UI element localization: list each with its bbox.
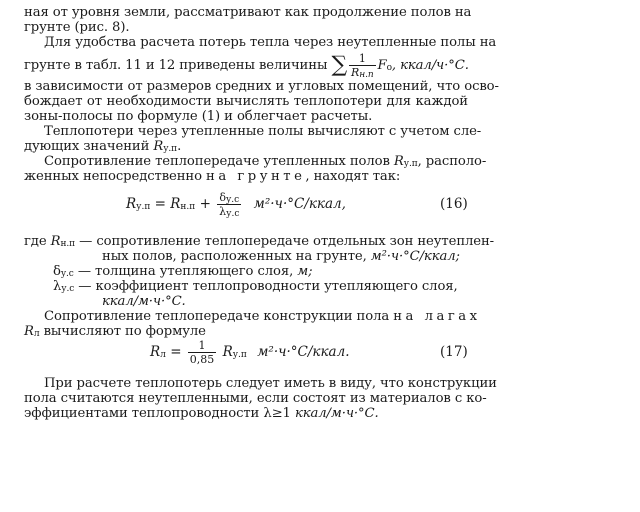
- text-line-lag-1: [44, 309, 481, 325]
- eq17-r: R: [222, 344, 233, 360]
- eq16-numerator: [217, 191, 241, 204]
- equation-17-number: (17): [440, 344, 468, 360]
- rl-sub: л: [33, 329, 40, 339]
- definition-lambda-unit: ккал/м·ч·°С.: [102, 294, 186, 309]
- eq16-equals: =: [154, 196, 166, 212]
- where-word: где: [24, 234, 47, 249]
- eq17-r-sub: у.п: [232, 350, 247, 360]
- line10-text: Сопротивление теплопередаче утепленных полов: [44, 154, 390, 169]
- line11-end: , находят так:: [305, 169, 401, 184]
- text-line-last-2: пола считаются неутепленными, если состоят из материалов с ко-: [24, 391, 487, 406]
- eq17-equals: =: [170, 344, 182, 360]
- lambda-symbol: λ: [219, 205, 227, 218]
- text-line-2: грунте (рис. 8).: [24, 20, 130, 35]
- definition-rnp-cont: [102, 249, 460, 265]
- eq16-fraction: [217, 191, 241, 218]
- text-line-8: Теплопотери через утепленные полы вычисляют с учетом сле-: [44, 124, 482, 139]
- lag-text: Сопротивление теплопередаче конструкции пола: [44, 309, 390, 324]
- fraction-numerator: 1: [358, 52, 366, 65]
- rnp-symbol: R: [50, 234, 61, 249]
- delta-symbol: δ: [219, 191, 226, 204]
- rl-symbol: R: [24, 324, 34, 339]
- r-up-subscript: у.п: [403, 159, 418, 169]
- delta-description: — толщина утепляющего слоя,: [77, 264, 294, 279]
- text-line-last-1: При расчете теплопотерь следует иметь в виду, что конструкции: [44, 376, 497, 391]
- text-line-9: [24, 139, 181, 155]
- eq16-r1: R: [170, 196, 181, 212]
- eq16-r1-sub: н.п: [180, 202, 196, 212]
- text-line-11: [24, 169, 400, 185]
- delta-symbol: δ: [53, 264, 61, 279]
- r-up-symbol: R: [153, 139, 164, 154]
- text-line-4: [24, 52, 469, 78]
- lambda-symbol: λ: [53, 279, 62, 294]
- text-line-6: бождает от необходимости вычислять теплопотери для каждой: [24, 94, 468, 109]
- line11-text: женных непосредственно: [24, 169, 202, 184]
- r-up-subscript: у.п: [163, 144, 178, 154]
- lambda-sub: у.с: [61, 284, 75, 294]
- r-up-symbol: R: [393, 154, 404, 169]
- eq16-denominator: [217, 204, 241, 218]
- eq17-numerator: 1: [198, 339, 206, 352]
- lambda-description: — коэффициент теплопроводности утепляющего слоя,: [78, 279, 458, 294]
- text-line-3: Для удобства расчета потерь тепла через неутепленные полы на: [44, 35, 497, 50]
- sum-sign: ∑: [331, 52, 348, 78]
- delta-unit: м;: [297, 264, 313, 279]
- rnp-description-cont: ных полов, расположенных на грунте,: [102, 249, 367, 264]
- eq16-plus: +: [199, 196, 211, 212]
- rnp-description: — сопротивление теплопередаче отдельных зон неутеплен-: [79, 234, 495, 249]
- spaced-emphasis: на лагах: [393, 309, 481, 324]
- eq16-unit: м²·ч·°С/ккал,: [253, 196, 346, 212]
- f-symbol: F: [377, 58, 387, 73]
- fraction-1-over-rnp: [349, 52, 375, 79]
- last-text: эффициентами теплопроводности λ≥1: [24, 406, 291, 421]
- definition-lambda: [53, 279, 458, 295]
- text-line-5: в зависимости от размеров средних и угловых помещений, что осво-: [24, 79, 499, 94]
- delta-sub: у.с: [60, 269, 74, 279]
- definition-rnp: [24, 234, 494, 250]
- text-line-1: ная от уровня земли, рассматривают как продолжение полов на: [24, 5, 472, 20]
- equation-17: [150, 338, 350, 366]
- eq17-lhs: R: [150, 344, 161, 360]
- text-line-7: зоны-полосы по формуле (1) и облегчает расчеты.: [24, 109, 373, 124]
- text-line-last-3: [24, 406, 379, 422]
- spaced-emphasis: на грунте: [206, 169, 306, 184]
- line9-text: дующих значений: [24, 139, 150, 154]
- last-unit: ккал/м·ч·°С.: [294, 406, 379, 421]
- lambda-sub: у.с: [226, 209, 240, 219]
- eq17-lhs-sub: л: [160, 350, 166, 360]
- equation-16-number: (16): [440, 196, 468, 212]
- line4-unit: , ккал/ч·°С.: [391, 58, 469, 73]
- equation-16: [126, 190, 346, 218]
- line9-end: .: [177, 139, 182, 154]
- r-subscript: н.п: [359, 70, 374, 80]
- definition-delta: [53, 264, 312, 280]
- rnp-sub: н.п: [60, 239, 76, 249]
- line4-text: грунте в табл. 11 и 12 приведены величины: [24, 58, 328, 73]
- eq16-lhs-sub: у.п: [136, 202, 151, 212]
- text-line-10: [44, 154, 486, 170]
- r-symbol: R: [351, 66, 360, 79]
- f-subscript: о: [386, 63, 392, 73]
- line10-end: , располо-: [417, 154, 487, 169]
- eq17-denominator: 0,85: [189, 353, 215, 366]
- eq16-lhs: R: [126, 196, 137, 212]
- fraction-denominator: [349, 65, 375, 79]
- rnp-unit: м²·ч·°С/ккал;: [370, 249, 460, 264]
- delta-sub: у.с: [225, 195, 240, 205]
- eq17-fraction: [188, 339, 217, 366]
- lag-text-end: вычисляют по формуле: [43, 324, 206, 339]
- eq17-unit: м²·ч·°С/ккал.: [257, 344, 350, 360]
